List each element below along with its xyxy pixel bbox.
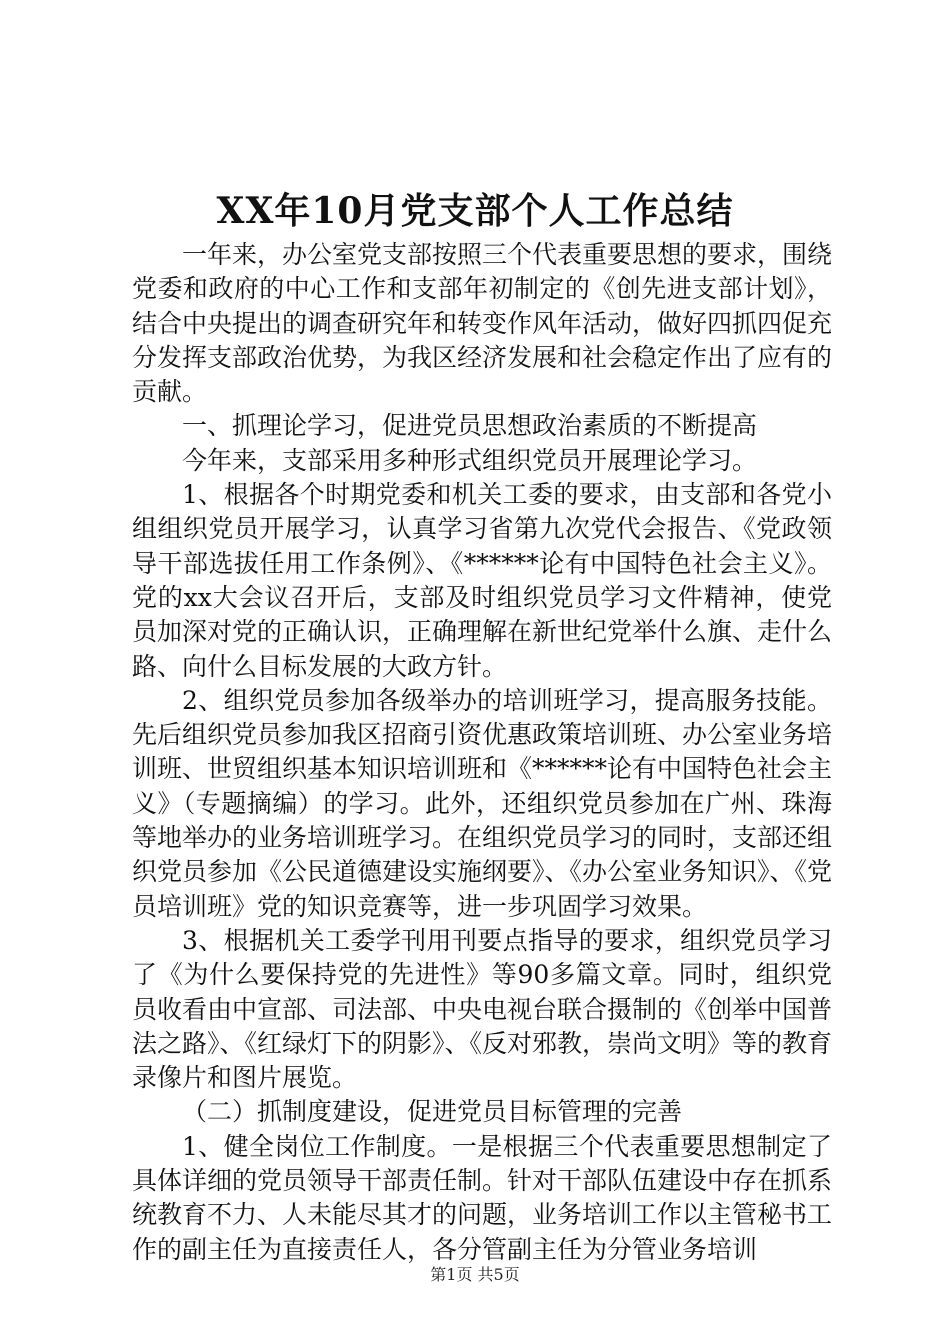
paragraph-intro: 一年来，办公室党支部按照三个代表重要思想的要求，围绕党委和政府的中心工作和支部年初制定的《创先进支部计划》，结合中央提出的调查研究年和转变作风年活动，做好四抓四促充分发挥支部政治优势，为我区经济发展和社会稳定作出了应有的贡献。 bbox=[132, 240, 833, 407]
paragraph-item-3: 3、根据机关工委学刊用刊要点指导的要求，组织党员学习了《为什么要保持党的先进性》等90多篇文章。同时，组织党员收看由中宣部、司法部、中央电视台联合摄制的《创举中国普法之路》、《红绿灯下的阴影》、《反对邪教，崇尚文明》等的教育录像片和图片展览。 bbox=[132, 925, 833, 1093]
paragraph-item-1: 1、根据各个时期党委和机关工委的要求，由支部和各党小组组织党员开展学习，认真学习省第九次党代会报告、《党政领导干部选拔任用工作条例》、《******论有中国特色社会主义》。党的xx大会议召开后，支部及时组织党员学习文件精神，使党员加深对党的正确认识，正确理解在新世纪党举什么旗、走什么路、向什么目标发展的大政方针。 bbox=[132, 480, 833, 681]
paragraph-section-2-item-1: 1、健全岗位工作制度。一是根据三个代表重要思想制定了具体详细的党员领导干部责任制。针对干部队伍建设中存在抓系统教育不力、人未能尽其才的问题，业务培训工作以主管秘书工作的副主任为直接责任人，各分管副主任为分管业务培训 bbox=[132, 1131, 833, 1264]
document-title: XX年10月党支部个人工作总结 bbox=[216, 190, 734, 232]
paragraph-section-1-intro: 今年来，支部采用多种形式组织党员开展理论学习。 bbox=[182, 445, 758, 475]
document-body bbox=[132, 238, 832, 1267]
paragraph-item-2: 2、组织党员参加各级举办的培训班学习，提高服务技能。先后组织党员参加我区招商引资优惠政策培训班、办公室业务培训班、世贸组织基本知识培训班和《******论有中国特色社会主义》（专题摘编）的学习。此外，还组织党员参加在广州、珠海等地举办的业务培训班学习。在组织党员学习的同时，支部还组织党员参加《公民道德建设实施纲要》、《办公室业务知识》、《党员培训班》党的知识竞赛等，进一步巩固学习效果。 bbox=[132, 685, 833, 921]
section-heading-2: （二）抓制度建设，促进党员目标管理的完善 bbox=[182, 1097, 683, 1127]
page-footer: 第1页 共5页 bbox=[430, 1265, 520, 1284]
section-heading-1: 一、抓理论学习，促进党员思想政治素质的不断提高 bbox=[182, 411, 758, 441]
